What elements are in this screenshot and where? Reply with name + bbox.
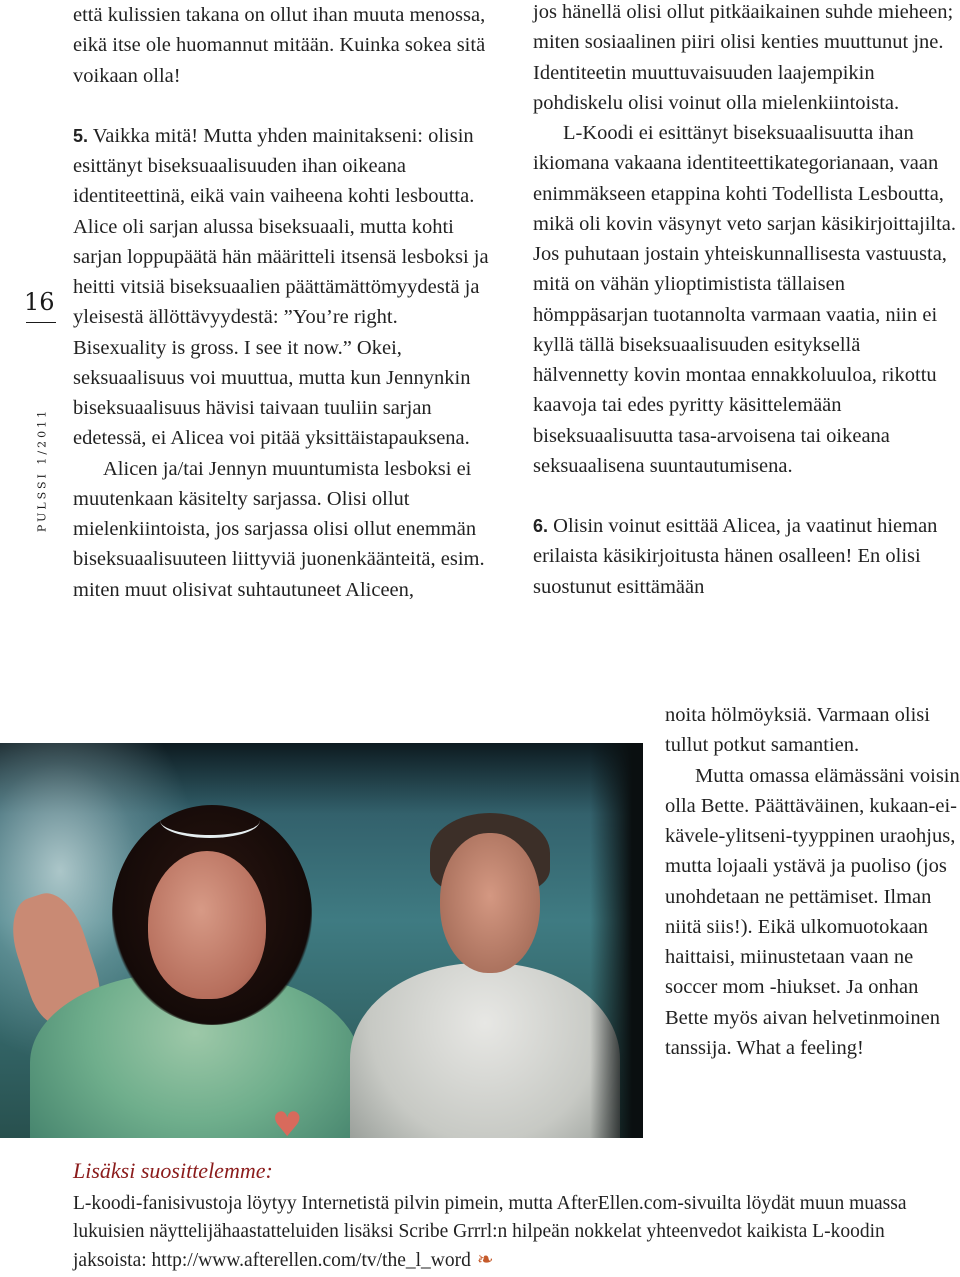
right-paragraph-2: L-Koodi ei esittänyt biseksuaalisuutta ihan ikiomana vakaana identiteettikategorianaan, vaan enimmäkseen etappina kohti Todellista Lesboutta, mikä oli kovin väsynyt veto sarjan käsikirjoittajilta. Jos puhutaan jostain yhteiskunnallisesta vastuusta, mitä on vähän ylioptimistista tällaisen hömppäsarjan tuotannolta varmaan vaatia, niin ei kyllä tällä biseksuaalisuuden esityksellä hälvennetty kovin montaa ennakkoluuloa, rikottu kaavoja tai edes pyritty käsittelemään biseksuaalisuutta tasa-arvoisena tai oikeana seksuaalisena suuntautumisena.	[533, 122, 957, 477]
photo-white-shirt	[350, 963, 620, 1138]
right-paragraph-3	[533, 511, 958, 602]
wrap-paragraph-1: noita hölmöyksiä. Varmaan olisi tullut potkut samantien.	[665, 704, 930, 757]
wrap-text-column	[665, 700, 960, 1063]
article-photo	[0, 743, 643, 1138]
page-number: 16	[24, 288, 55, 316]
right-paragraph-1: jos hänellä olisi ollut pitkäaikainen suhde mieheen; miten sosiaalinen piiri olisi kenties muuttunut jne. Identiteetin muuttuvaisuuden laajempikin pohdiskelu olisi voinut olla mielenkiintoista.	[533, 1, 954, 114]
recommendation-title: Lisäksi suosittelemme:	[73, 1158, 273, 1183]
issue-label: PULSSI 1/2011	[35, 407, 49, 533]
point-number-6: 6.	[533, 516, 549, 536]
photo-heart-icon: ♥	[272, 1105, 303, 1138]
left-paragraph-3: Alicen ja/tai Jennyn muuntumista lesboksi ei muutenkaan käsitelty sarjassa. Olisi ollut mielenkiintoista, jos sarjassa olisi ollut enemmän biseksuaalisuuteen liittyviä juonenkäänteitä, esim. miten muut olisivat suhtautuneet Aliceen,	[73, 457, 485, 601]
left-text-column	[73, 0, 493, 605]
point-number-5: 5.	[73, 125, 89, 146]
right-paragraph-3-text: Olisin voinut esittää Alicea, ja vaatinut hieman erilaista käsikirjoitusta hänen osalleen! En olisi suostunut esittämään	[533, 515, 938, 598]
end-ornament-icon: ❧	[476, 1249, 494, 1271]
photo-tiara	[160, 803, 260, 838]
left-paragraph-1: että kulissien takana on ollut ihan muuta menossa, eikä itse ole huomannut mitään. Kuinka sokea sitä voikaan olla!	[73, 4, 486, 87]
recommendation-text-block	[73, 1190, 958, 1275]
wrap-paragraph-2: Mutta omassa elämässäni voisin olla Bette. Päättäväinen, kukaan-ei-kävele-ylitseni-tyyppinen uraohjus, mutta lojaali ystävä ja puoliso (jos unohdetaan ne pettämiset. Ilman niitä siis!). Eikä ulkomuotokaan haittaisi, miinustetaan vaan ne soccer mom -hiukset. Ja onhan Bette myös aivan helvetinmoinen tanssija. What a feeling!	[665, 764, 960, 1059]
recommendation-text: L-koodi-fanisivustoja löytyy Internetistä pilvin pimein, mutta AfterEllen.com-sivuilta löydät muun muassa lukuisien näyttelijähaastatteluiden lisäksi Scribe Grrrl:n hilpeän nokkelat yhteenvedot kaikista L-koodin jaksoista: http://www.afterellen.com/tv/the_l_word	[73, 1193, 907, 1271]
left-paragraph-2	[73, 121, 493, 454]
photo-dark-edge	[590, 743, 643, 1138]
page-number-rule	[26, 322, 56, 323]
photo-man-face	[440, 833, 540, 973]
left-paragraph-2-text: Vaikka mitä! Mutta yhden mainitakseni: olisin esittänyt biseksuaalisuuden ihan oikeana identiteettinä, eikä vain vaiheena kohti lesboutta. Alice oli sarjan alussa biseksuaali, mutta kohti sarjan loppupäätä hän määritteli itsensä lesboksi ja heitti vitsiä biseksuaalien päättämättömyydestä ja yleisestä ällöttävyydestä: ”You’re right. Bisexuality is gross. I see it now.” Okei, seksuaalisuus voi muuttua, mutta kun Jennynkin biseksuaalisuus hävisi taivaan tuuliin sarjan edetessä, ei Alicea voi pitää yksittäistapauksena.	[73, 124, 489, 450]
right-text-column	[533, 0, 958, 602]
photo-woman-face	[148, 851, 266, 999]
